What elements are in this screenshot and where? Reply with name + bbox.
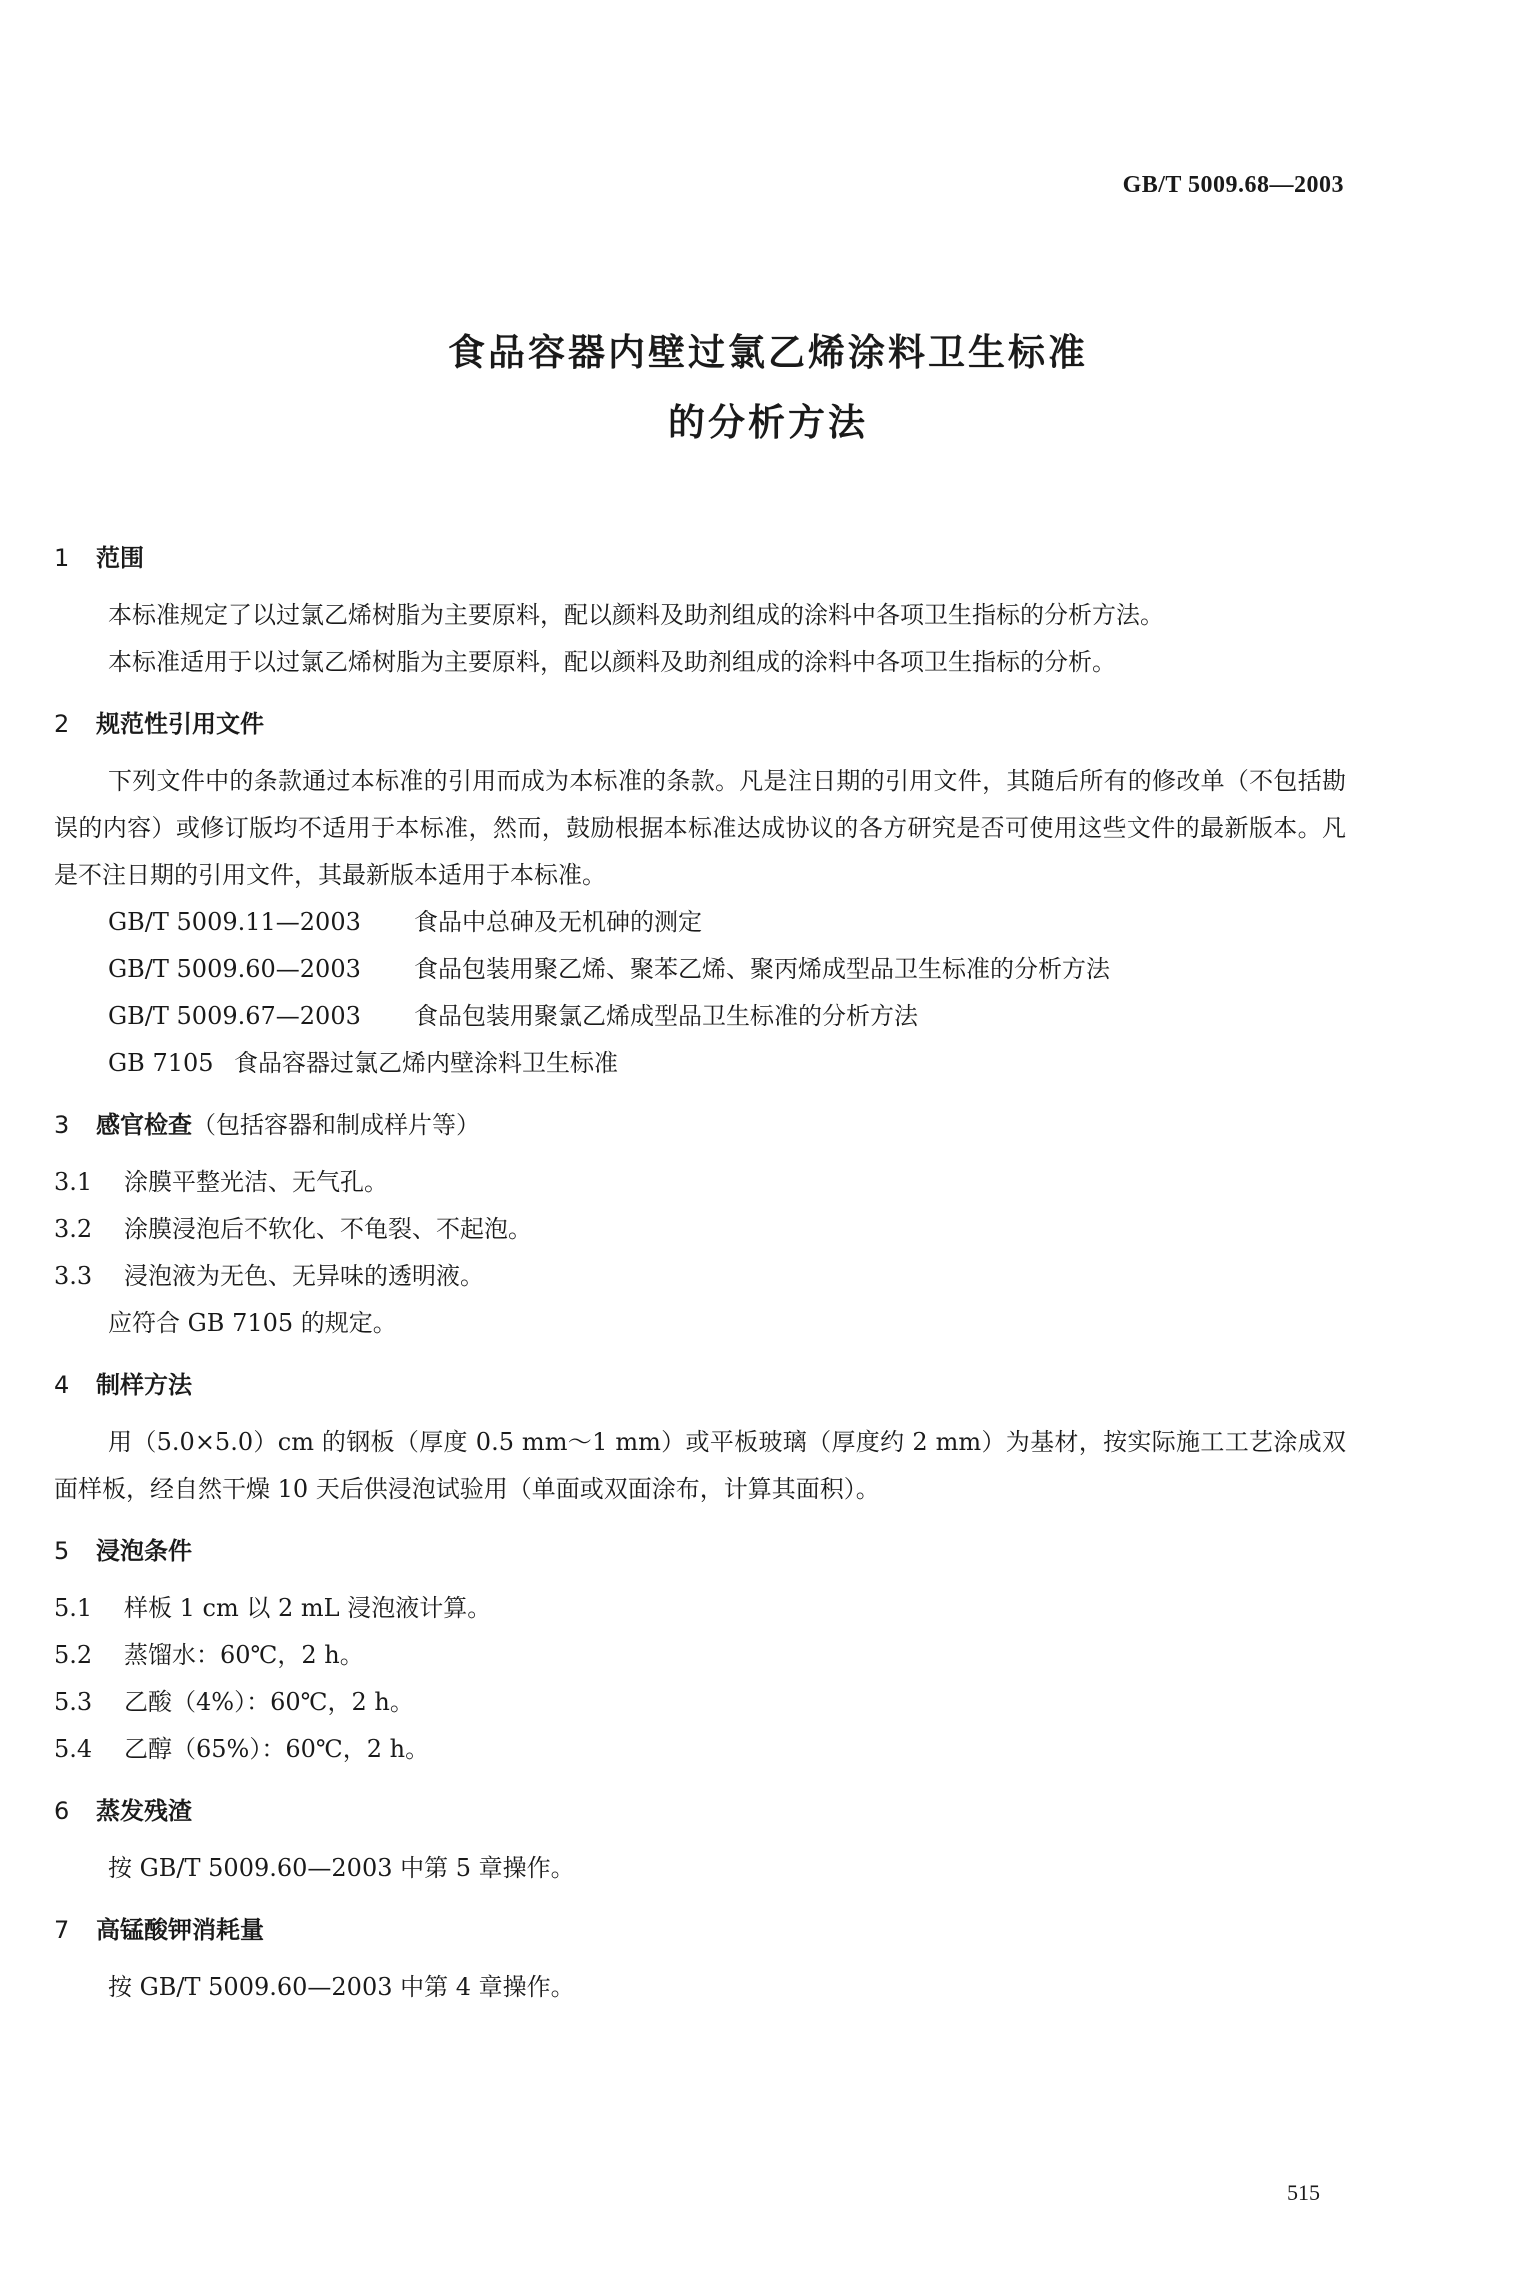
- reference-code: GB/T 5009.11—2003: [108, 908, 361, 936]
- clause-text: 浸泡液为无色、无异味的透明液。: [124, 1262, 484, 1290]
- reference-item: [54, 899, 1346, 946]
- reference-title: 食品包装用聚乙烯、聚苯乙烯、聚丙烯成型品卫生标准的分析方法: [414, 955, 1110, 983]
- reference-title: 食品容器过氯乙烯内壁涂料卫生标准: [234, 1049, 618, 1077]
- section-title: 蒸发残渣: [96, 1797, 192, 1825]
- page-number: 515: [1287, 2180, 1320, 2205]
- section-number: 3: [54, 1111, 70, 1139]
- clause-number: 5.2: [54, 1641, 93, 1669]
- clause-number: 3.2: [54, 1215, 93, 1243]
- page-title-line2: 的分析方法: [668, 401, 868, 444]
- reference-item: [54, 1040, 1346, 1087]
- reference-code: GB 7105: [108, 1049, 214, 1077]
- section-number: 7: [54, 1916, 70, 1944]
- section-title: 高锰酸钾消耗量: [96, 1916, 264, 1944]
- reference-title: 食品包装用聚氯乙烯成型品卫生标准的分析方法: [414, 1002, 918, 1030]
- paragraph: 按 GB/T 5009.60—2003 中第 4 章操作。: [108, 1973, 575, 2001]
- reference-item: [54, 946, 1346, 993]
- section-heading-4: [54, 1365, 1346, 1405]
- section-heading-7: [54, 1910, 1346, 1950]
- paragraph: 应符合 GB 7105 的规定。: [108, 1309, 397, 1337]
- clause-text: 乙酸（4%）：60℃，2 h。: [124, 1688, 414, 1716]
- reference-item: [54, 993, 1346, 1040]
- reference-title: 食品中总砷及无机砷的测定: [414, 908, 702, 936]
- document-body: [54, 538, 1346, 2011]
- reference-code: GB/T 5009.67—2003: [108, 1002, 361, 1030]
- section-title: 感官检查: [96, 1111, 192, 1139]
- section-number: 6: [54, 1797, 70, 1825]
- section-title-note: （包括容器和制成样片等）: [192, 1111, 480, 1139]
- clause-item: [54, 1726, 1346, 1773]
- section-number: 2: [54, 710, 70, 738]
- clause-number: 5.1: [54, 1594, 93, 1622]
- standard-code: GB/T 5009.68—2003: [1122, 172, 1344, 198]
- section-number: 1: [54, 544, 70, 572]
- clause-item: [54, 1632, 1346, 1679]
- paragraph: 用（5.0×5.0）cm 的钢板（厚度 0.5 mm～1 mm）或平板玻璃（厚度约 2 mm）为基材，按实际施工工艺涂成双面样板，经自然干燥 10 天后供浸泡试验用（单面或双面涂布，计算其面积）。: [54, 1428, 1346, 1503]
- clause-number: 5.3: [54, 1688, 93, 1716]
- section-title: 规范性引用文件: [96, 710, 264, 738]
- clause-text: 乙醇（65%）：60℃，2 h。: [124, 1735, 430, 1763]
- section-heading-3: [54, 1105, 1346, 1145]
- section-heading-1: [54, 538, 1346, 578]
- clause-text: 涂膜平整光洁、无气孔。: [124, 1168, 388, 1196]
- section-title: 范围: [96, 544, 144, 572]
- section-number: 4: [54, 1371, 70, 1399]
- clause-item: [54, 1159, 1346, 1206]
- page-title: 食品容器内壁过氯乙烯涂料卫生标准: [448, 331, 1088, 374]
- clause-text: 蒸馏水：60℃，2 h。: [124, 1641, 364, 1669]
- clause-text: 样板 1 cm 以 2 mL 浸泡液计算。: [124, 1594, 492, 1622]
- section-title: 制样方法: [96, 1371, 192, 1399]
- section-heading-5: [54, 1531, 1346, 1571]
- clause-number: 5.4: [54, 1735, 93, 1763]
- section-title: 浸泡条件: [96, 1537, 192, 1565]
- paragraph: 本标准适用于以过氯乙烯树脂为主要原料，配以颜料及助剂组成的涂料中各项卫生指标的分析。: [108, 648, 1116, 676]
- clause-number: 3.1: [54, 1168, 93, 1196]
- clause-text: 涂膜浸泡后不软化、不龟裂、不起泡。: [124, 1215, 532, 1243]
- paragraph: 下列文件中的条款通过本标准的引用而成为本标准的条款。凡是注日期的引用文件，其随后所有的修改单（不包括勘误的内容）或修订版均不适用于本标准，然而，鼓励根据本标准达成协议的各方研究是否可使用这些文件的最新版本。凡是不注日期的引用文件，其最新版本适用于本标准。: [54, 767, 1346, 889]
- paragraph: 按 GB/T 5009.60—2003 中第 5 章操作。: [108, 1854, 575, 1882]
- section-heading-6: [54, 1791, 1346, 1831]
- clause-item: [54, 1585, 1346, 1632]
- clause-number: 3.3: [54, 1262, 93, 1290]
- reference-code: GB/T 5009.60—2003: [108, 955, 361, 983]
- clause-item: [54, 1253, 1346, 1300]
- section-heading-2: [54, 704, 1346, 744]
- clause-item: [54, 1206, 1346, 1253]
- section-number: 5: [54, 1537, 70, 1565]
- paragraph: 本标准规定了以过氯乙烯树脂为主要原料，配以颜料及助剂组成的涂料中各项卫生指标的分析方法。: [108, 601, 1164, 629]
- clause-item: [54, 1679, 1346, 1726]
